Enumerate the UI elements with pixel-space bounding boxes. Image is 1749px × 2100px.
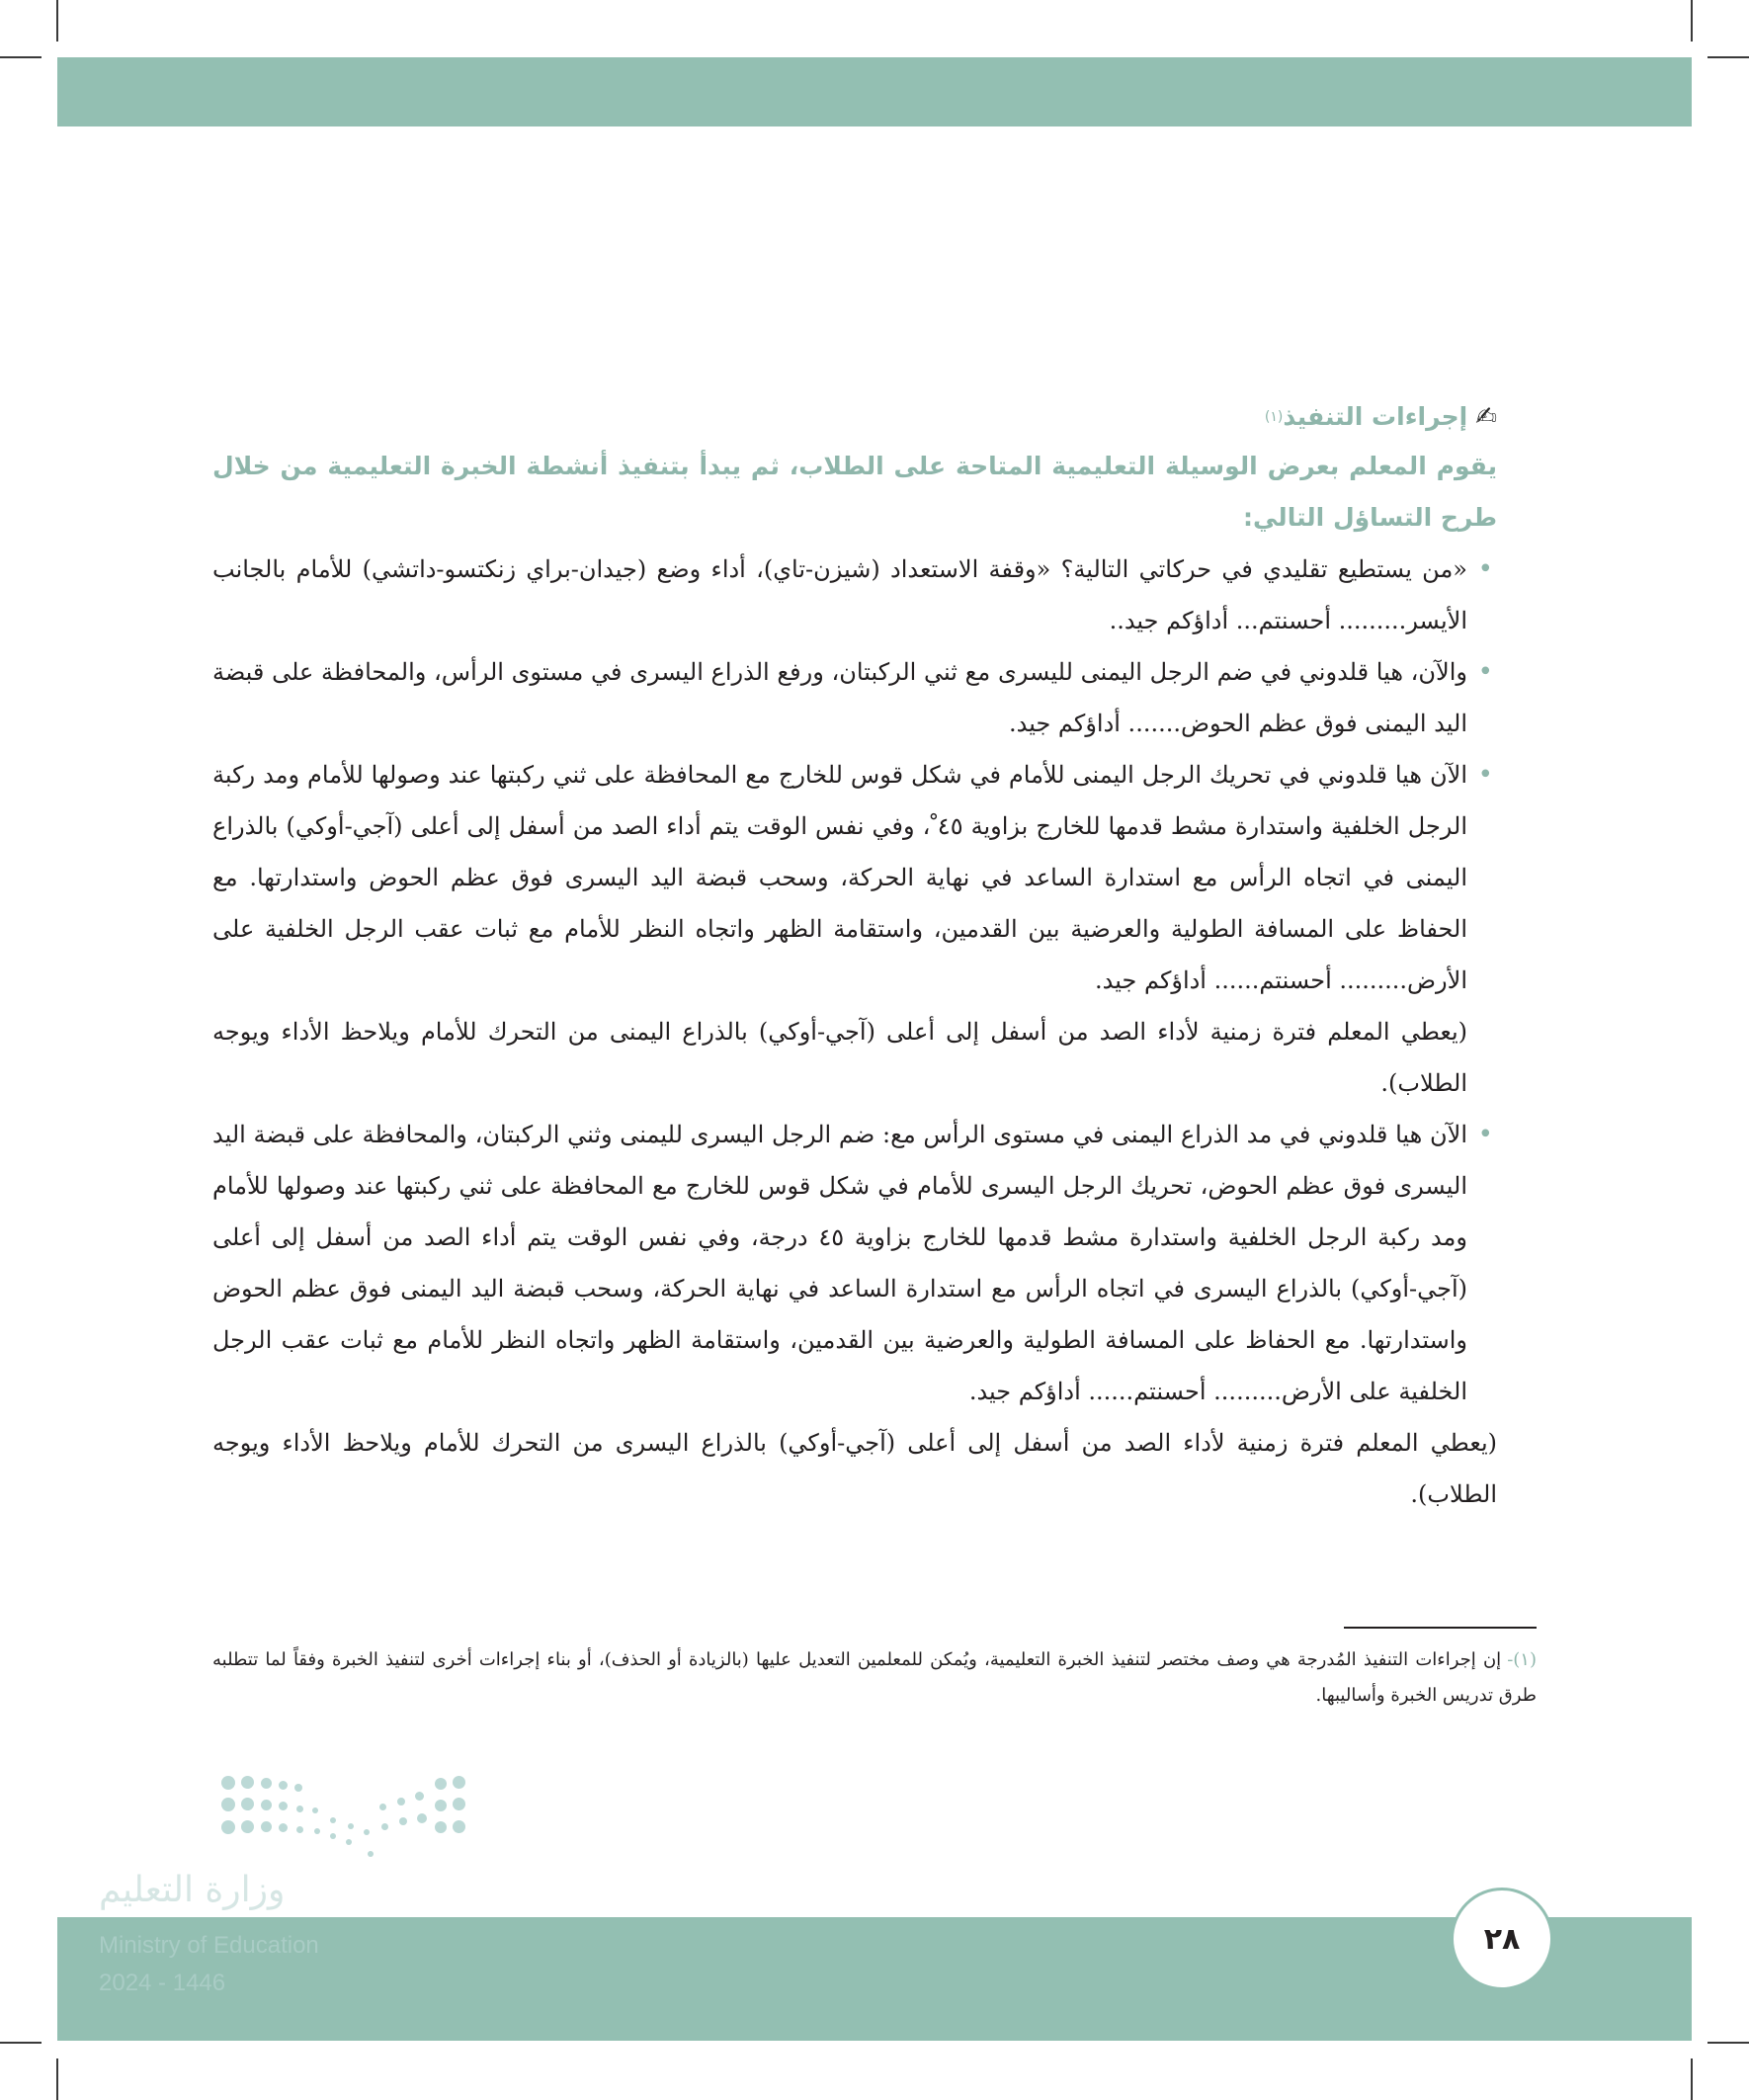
teacher-note: (يعطي المعلم فترة زمنية لأداء الصد من أسفل إلى أعلى (آجي-أوكي) بالذراع اليمنى من التحرك للأمام ويلاحظ الأداء ويوجه الطلاب). <box>212 1018 1467 1097</box>
ministry-years: 2024 - 1446 <box>99 1970 226 1996</box>
page-content <box>212 393 1497 1520</box>
crop-mark <box>1707 56 1749 58</box>
footnote-mark: (١)- <box>1507 1649 1537 1670</box>
page-number: ٢٨ <box>1483 1921 1521 1957</box>
writing-hand-icon: ✍ <box>1475 402 1497 432</box>
section-heading-text: إجراءات التنفيذ <box>1283 402 1468 431</box>
teacher-note: (يعطي المعلم فترة زمنية لأداء الصد من أسفل إلى أعلى (آجي-أوكي) بالذراع اليسرى من التحرك للأمام ويلاحظ الأداء ويوجه الطلاب). <box>212 1429 1497 1508</box>
section-heading <box>212 393 1497 441</box>
ministry-name-ar: وزارة التعليم <box>99 1870 286 1910</box>
page-number-badge <box>1451 1888 1553 1990</box>
ministry-name-en-block <box>99 1927 319 2002</box>
heading-footnote-ref: (١) <box>1264 409 1284 425</box>
crop-mark <box>0 2042 42 2044</box>
list-item: • والآن، هيا قلدوني في ضم الرجل اليمنى لليسرى مع ثني الركبتان، ورفع الذراع اليسرى في مستوى الرأس، والمحافظة على قبضة اليد اليمنى فوق عظم الحوض....... أداؤكم جيد. <box>212 646 1497 749</box>
header-band <box>57 57 1692 126</box>
footnote-divider <box>1344 1627 1537 1629</box>
list-item: • الآن هيا قلدوني في مد الذراع اليمنى في مستوى الرأس مع: ضم الرجل اليسرى لليمنى وثني الركبتان، والمحافظة على قبضة اليد اليسرى فوق عظم الحوض، تحريك الرجل اليسرى للأمام في شكل قوس للخارج مع المحافظة على ثني ركبتها عند وصولها للأمام ومد ركبة الرجل الخلفية واستدارة مشط قدمها للخارج بزاوية ٤٥ درجة، وفي نفس الوقت يتم أداء الصد من أسفل إلى أعلى (آجي-أوكي) بالذراع اليسرى في اتجاه الرأس مع استدارة الساعد في نهاية الحركة، وسحب قبضة اليد اليمنى فوق عظم الحوض واستدارتها. مع الحفاظ على المسافة الطولية والعرضية بين القدمين، واستقامة الظهر واتجاه النظر للأمام مع ثبات عقب الرجل الخلفية على الأرض......... أحسنتم...... أداؤكم جيد. <box>212 1109 1497 1417</box>
crop-mark <box>1691 2058 1693 2100</box>
crop-mark <box>56 2058 58 2100</box>
ministry-name-en: Ministry of Education <box>99 1932 319 1959</box>
crop-mark <box>56 0 58 42</box>
crop-mark <box>1691 0 1693 42</box>
list-item: • الآن هيا قلدوني في تحريك الرجل اليمنى للأمام في شكل قوس للخارج مع المحافظة على ثني ركبتها عند وصولها للأمام ومد ركبة الرجل الخلفية واستدارة مشط قدمها للخارج بزاوية ٤٥ ْ، وفي نفس الوقت يتم أداء الصد من أسفل إلى أعلى (آجي-أوكي) بالذراع اليمنى في اتجاه الرأس مع استدارة الساعد في نهاية الحركة، وسحب قبضة اليد اليسرى فوق عظم الحوض واستدارتها. مع الحفاظ على المسافة الطولية والعرضية بين القدمين، واستقامة الظهر واتجاه النظر للأمام مع ثبات عقب الرجل الخلفية على الأرض......... أحسنتم...... أداؤكم جيد. <box>212 749 1497 1006</box>
list-item: • «من يستطيع تقليدي في حركاتي التالية؟ «وقفة الاستعداد (شيزن-تاي)، أداء وضع (جيدان-براي زنكتسو-داتشي) للأمام بالجانب الأيسر......... أحسنتم... أداؤكم جيد.. <box>212 544 1497 646</box>
footnote <box>212 1642 1537 1714</box>
intro-paragraph: يقوم المعلم بعرض الوسيلة التعليمية المتاحة على الطلاب، ثم يبدأ بتنفيذ أنشطة الخبرة التعليمية من خلال طرح التساؤل التالي: <box>212 452 1497 532</box>
ministry-dots-logo-icon <box>219 1774 466 1858</box>
crop-mark <box>0 56 42 58</box>
crop-mark <box>1707 2042 1749 2044</box>
footnote-text: إن إجراءات التنفيذ المُدرجة هي وصف مختصر لتنفيذ الخبرة التعليمية، ويُمكن للمعلمين التعديل عليها (بالزيادة أو الحذف)، أو بناء إجراءات أخرى لتنفيذ الخبرة وفقاً لما تتطلبه طرق تدريس الخبرة وأساليبها. <box>212 1649 1537 1706</box>
